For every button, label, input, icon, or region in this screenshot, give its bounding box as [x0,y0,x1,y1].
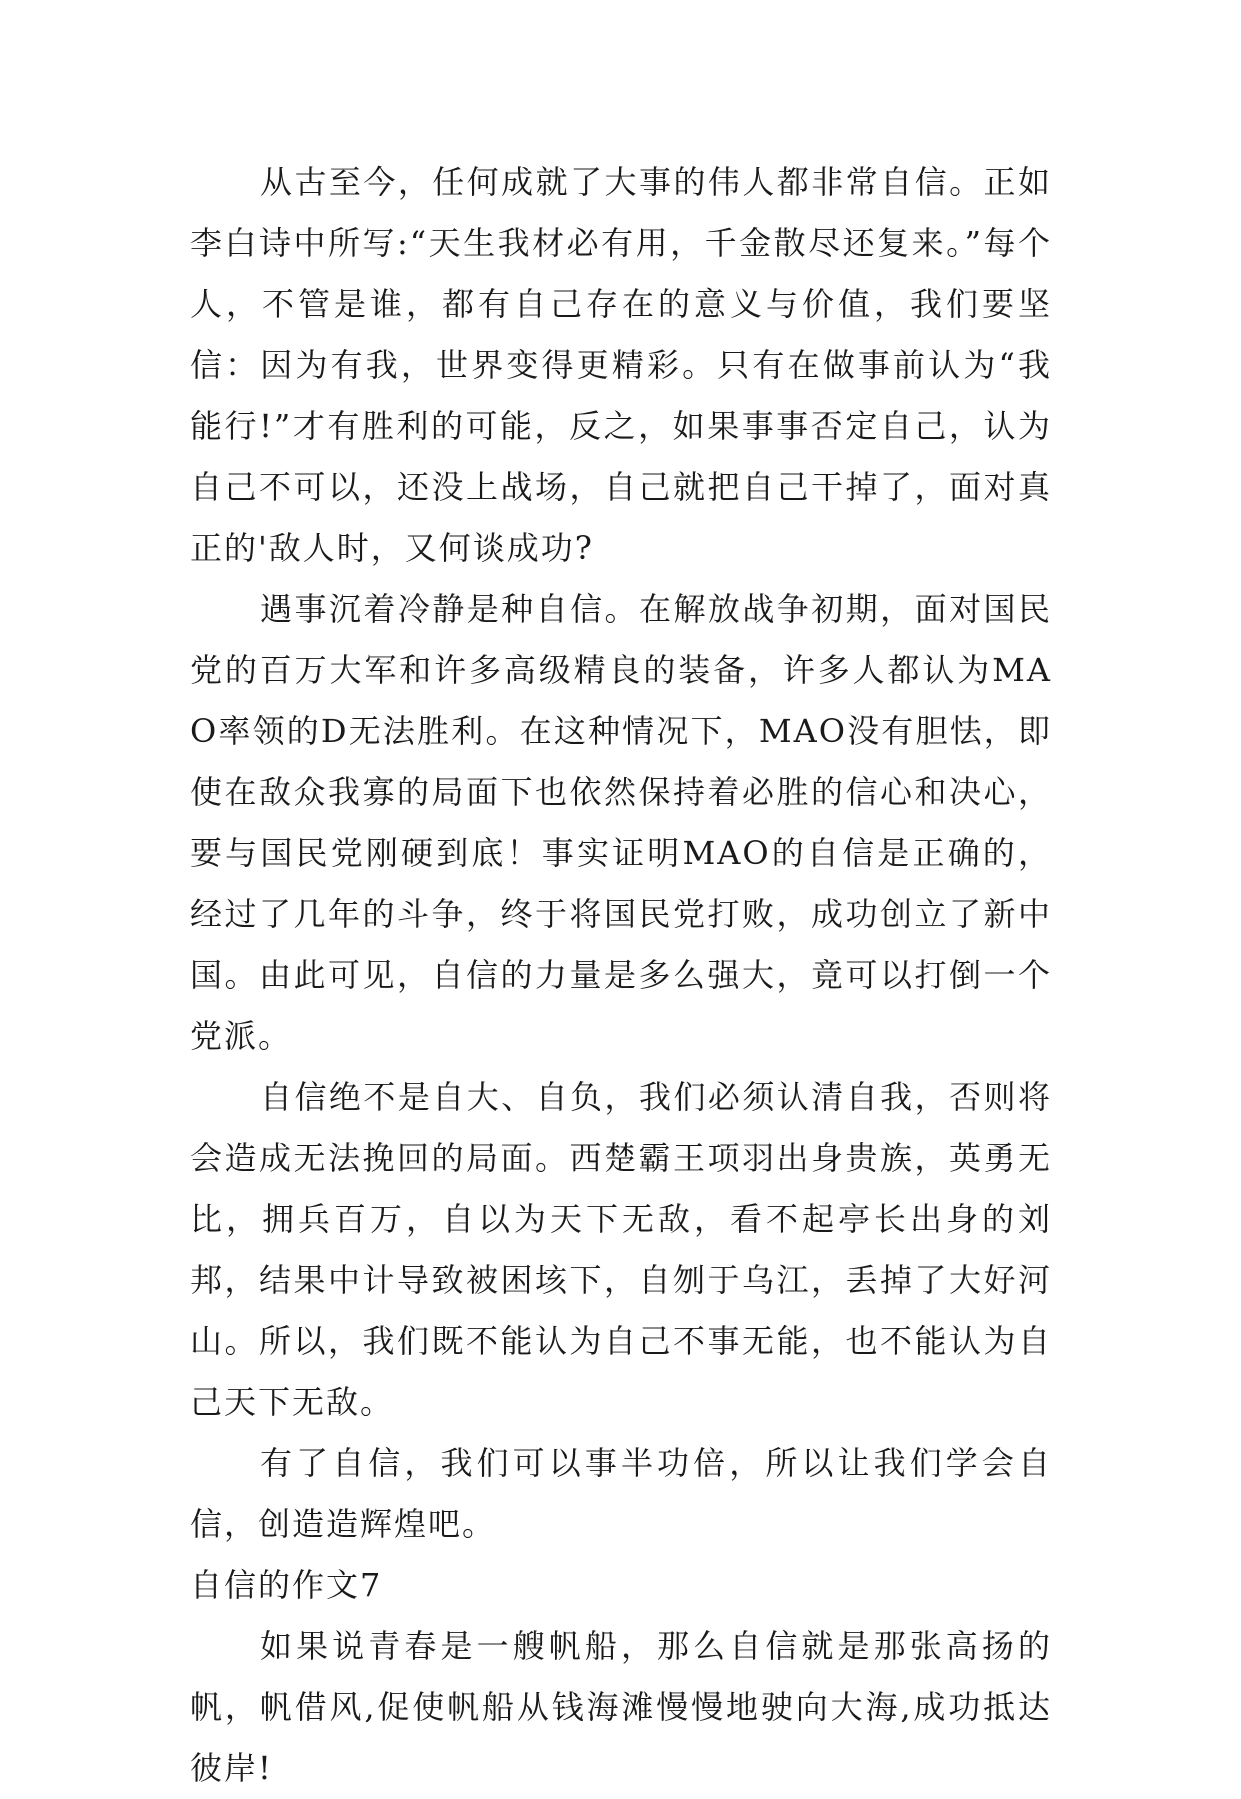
paragraph-youth-sailboat: 如果说青春是一艘帆船，那么自信就是那张高扬的帆，帆借风,促使帆船从钱海滩慢慢地驶向大海,成功抵达彼岸! [190,1627,1052,1787]
paragraph-calm-confidence: 遇事沉着冷静是种自信。在解放战争初期，面对国民党的百万大军和许多高级精良的装备，许多人都认为MAO率领的D无法胜利。在这种情况下，MAO没有胆怯，即使在敌众我寡的局面下也依然保持着必胜的信心和决心，要与国民党刚硬到底！事实证明MAO的自信是正确的，经过了几年的斗争，终于将国民党打败，成功创立了新中国。由此可见，自信的力量是多么强大，竟可以打倒一个党派。 [190,590,1052,1055]
paragraph-conclusion: 有了自信，我们可以事半功倍，所以让我们学会自信，创造造辉煌吧。 [190,1444,1052,1543]
essay-heading: 自信的作文7 [190,1566,383,1604]
document-body [190,152,1052,1799]
paragraph-confidence-great-people: 从古至今，任何成就了大事的伟人都非常自信。正如李白诗中所写:“天生我材必有用，千金散尽还复来。”每个人，不管是谁，都有自己存在的意义与价值，我们要坚信：因为有我，世界变得更精彩。只有在做事前认为“我能行!”才有胜利的可能，反之，如果事事否定自己，认为自己不可以，还没上战场，自己就把自己干掉了，面对真正的'敌人时，又何谈成功? [190,163,1052,567]
paragraph-confidence-not-arrogance: 自信绝不是自大、自负，我们必须认清自我，否则将会造成无法挽回的局面。西楚霸王项羽出身贵族，英勇无比，拥兵百万，自以为天下无敌，看不起亭长出身的刘邦，结果中计导致被困垓下，自刎于乌江，丢掉了大好河山。所以，我们既不能认为自己不事无能，也不能认为自己天下无敌。 [190,1078,1052,1421]
